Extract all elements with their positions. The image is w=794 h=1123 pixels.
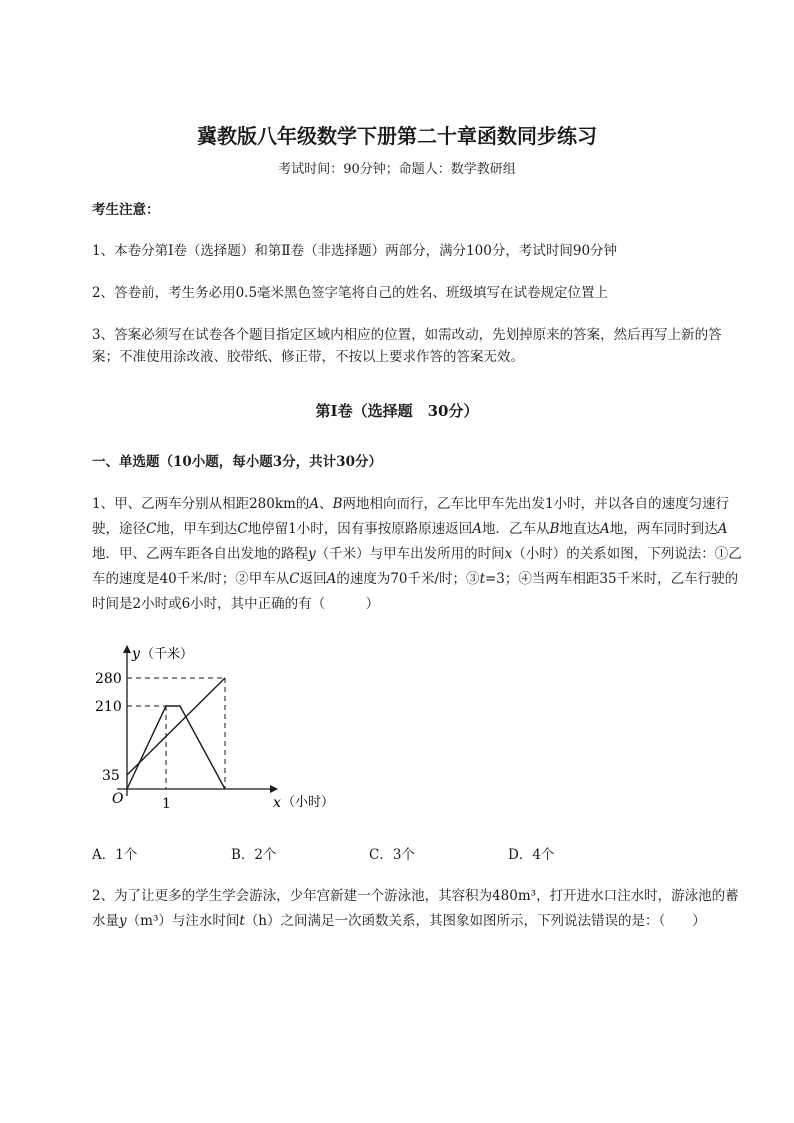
q1-text: 地．乙车从 bbox=[482, 521, 550, 537]
x-tick-1: 1 bbox=[162, 796, 171, 812]
q1-text: 1、甲、乙两车分别从相距280km的 bbox=[92, 496, 310, 512]
q1-var: t bbox=[479, 571, 485, 587]
q1-text: 返回 bbox=[299, 571, 327, 587]
q1-var: y bbox=[308, 546, 316, 562]
option-a[interactable]: A．1个 bbox=[92, 847, 138, 863]
y-tick-280: 280 bbox=[95, 671, 122, 687]
q2-text: （h）之间满足一次函数关系，其图象如图所示，下列说法错误的是：（ ） bbox=[244, 913, 706, 929]
q1-text: 地，两车同时到达 bbox=[609, 521, 718, 537]
q1-text: 地，甲车到达 bbox=[156, 521, 238, 537]
q1-var: C bbox=[289, 571, 300, 587]
q1-text: 、 bbox=[319, 496, 333, 512]
car-jia-path bbox=[127, 706, 225, 789]
y-tick-35: 35 bbox=[102, 768, 120, 784]
notice-item-2: 2、答卷前，考生务必用0.5毫米黑色签字笔将自己的姓名、班级填写在试卷规定位置上 bbox=[92, 285, 609, 301]
page-subtitle: 考试时间：90分钟；命题人：数学教研组 bbox=[278, 162, 516, 177]
q1-var: B bbox=[332, 496, 343, 512]
q1-var: A bbox=[599, 521, 610, 537]
q1-text: （千米）与甲车出发所用的时间 bbox=[315, 546, 505, 562]
page-title: 冀教版八年级数学下册第二十章函数同步练习 bbox=[197, 124, 597, 148]
q1-text: （小时）的关系如图，下列说法：①乙车的速度是40千米/时；②甲车从 bbox=[92, 546, 742, 587]
notice-item-3: 3、答案必须写在试卷各个题目指定区域内相应的位置，如需改动，先划掉原来的答案，然后再写上新的答案；不准使用涂改液、胶带纸、修正带，不按以上要求作答的答案无效。 bbox=[92, 327, 722, 365]
q1-var: A bbox=[309, 496, 320, 512]
question-2-text bbox=[92, 884, 742, 934]
q2-var: t bbox=[239, 913, 245, 929]
q1-text: 地直达 bbox=[559, 521, 600, 537]
x-axis-unit: （小时） bbox=[282, 795, 335, 810]
option-b[interactable]: B．2个 bbox=[231, 847, 277, 863]
x-axis-var: x bbox=[273, 795, 281, 811]
notice-heading: 考生注意： bbox=[92, 202, 160, 218]
q1-var: C bbox=[146, 521, 157, 537]
question-1-text bbox=[92, 492, 742, 617]
y-tick-210: 210 bbox=[95, 699, 122, 715]
q1-var: A bbox=[717, 521, 728, 537]
q2-text: 2、为了让更多的学生学会游泳，少年宫新建一个游泳池，其容积为480m³，打开进水口注水时，游泳池的蓄水量 bbox=[92, 888, 739, 929]
section-title: 第I卷（选择题 30分） bbox=[315, 402, 479, 420]
q1-var: B bbox=[549, 521, 560, 537]
q2-var: y bbox=[119, 913, 127, 929]
q1-text: 两地相向而行，乙车比甲车先出发1小时，并以各自的速度匀速行驶，途径 bbox=[92, 496, 730, 537]
q1-var: A bbox=[326, 571, 337, 587]
q1-options bbox=[92, 843, 742, 865]
option-d[interactable]: D．4个 bbox=[508, 847, 555, 863]
q1-text: 的速度为70千米/时；③ bbox=[336, 571, 480, 587]
q1-var: C bbox=[237, 521, 248, 537]
q1-text: 地．甲、乙两车距各自出发地的路程 bbox=[92, 546, 308, 562]
q2-text: （m³）与注水时间 bbox=[126, 913, 240, 929]
origin-label: O bbox=[112, 791, 124, 807]
y-axis-var: y bbox=[132, 646, 140, 662]
part-heading: 一、单选题（10小题，每小题3分，共计30分） bbox=[92, 454, 382, 470]
y-axis-unit: （千米） bbox=[141, 647, 194, 662]
q1-var: A bbox=[472, 521, 483, 537]
q1-text: 地停留1小时，因有事按原路原速返回 bbox=[247, 521, 473, 537]
option-c[interactable]: C．3个 bbox=[369, 847, 415, 863]
q1-graph bbox=[95, 638, 365, 818]
q1-var: x bbox=[504, 546, 513, 562]
q1-text: =3；④当两车相距35千米时，乙车行驶的时间是2小时或6小时，其中正确的有（ ） bbox=[92, 571, 739, 612]
notice-item-1: 1、本卷分第I卷（选择题）和第Ⅱ卷（非选择题）两部分，满分100分，考试时间90分钟 bbox=[92, 243, 618, 259]
